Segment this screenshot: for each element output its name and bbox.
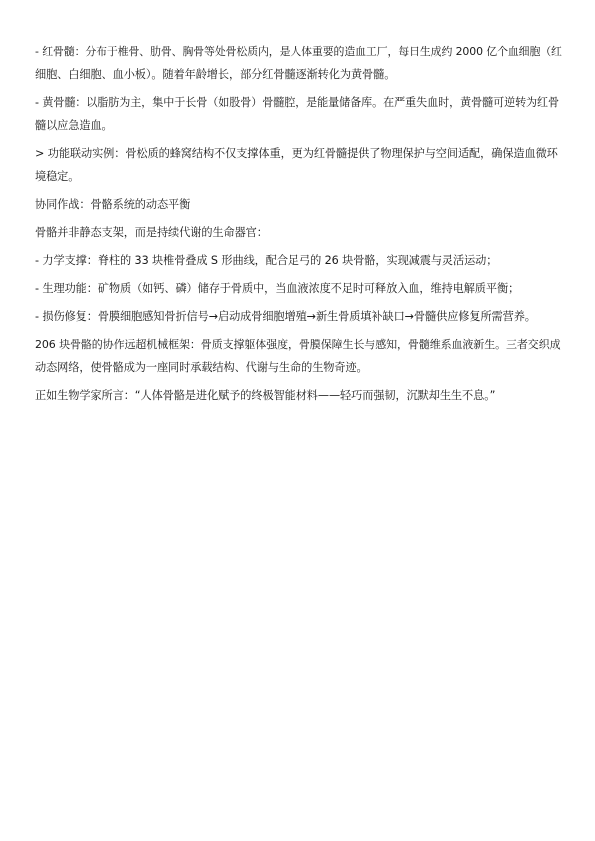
bullet-physiological — [35, 277, 563, 300]
red-marrow-paragraph — [35, 40, 563, 86]
linkage-example-line-1: > 功能联动实例：骨松质的蜂窝结构不仅支撑体重，更为红骨髓提供了物理保护与空间适配，确保造血微环 — [35, 147, 558, 160]
red-marrow-line-1: - 红骨髓：分布于椎骨、肋骨、胸骨等处骨松质内，是人体重要的造血工厂，每日生成约 2000 亿个血细胞（红 — [35, 45, 562, 58]
bullet-physiological-text: - 生理功能：矿物质（如钙、磷）储存于骨质中，当血液浓度不足时可释放入血，维持电解质平衡； — [35, 282, 520, 295]
linkage-example-line-2: 境稳定。 — [35, 170, 80, 183]
bullet-mechanical — [35, 249, 563, 272]
intro-text: 骨骼并非静态支架，而是持续代谢的生命器官： — [35, 226, 268, 239]
bullet-repair-text: - 损伤修复：骨膜细胞感知骨折信号→启动成骨细胞增殖→新生骨质填补缺口→骨髓供应修复所需营养。 — [35, 310, 536, 323]
linkage-example-paragraph — [35, 142, 563, 188]
summary-line-2: 动态网络，使骨骼成为一座同时承载结构、代谢与生命的生物奇迹。 — [35, 361, 368, 374]
yellow-marrow-line-1: - 黄骨髓：以脂肪为主，集中于长骨（如股骨）骨髓腔，是能量储备库。在严重失血时，黄骨髓可逆转为红骨 — [35, 96, 560, 109]
summary-paragraph — [35, 333, 563, 379]
bullet-repair — [35, 305, 563, 328]
intro-paragraph — [35, 221, 563, 244]
yellow-marrow-line-2: 髓以应急造血。 — [35, 119, 113, 132]
quote-paragraph — [35, 384, 563, 407]
document-page — [35, 40, 563, 412]
summary-line-1: 206 块骨骼的协作远超机械框架：骨质支撑躯体强度，骨膜保障生长与感知，骨髓维系血液新生。三者交织成 — [35, 338, 561, 351]
section-heading — [35, 193, 563, 216]
section-heading-text: 协同作战：骨骼系统的动态平衡 — [35, 198, 191, 211]
quote-text: 正如生物学家所言：“人体骨骼是进化赋予的终极智能材料——轻巧而强韧，沉默却生生不息。” — [35, 389, 496, 402]
bullet-mechanical-text: - 力学支撑：脊柱的 33 块椎骨叠成 S 形曲线，配合足弓的 26 块骨骼，实现减震与灵活运动； — [35, 254, 498, 267]
yellow-marrow-paragraph — [35, 91, 563, 137]
red-marrow-line-2: 细胞、白细胞、血小板）。随着年龄增长，部分红骨髓逐渐转化为黄骨髓。 — [35, 68, 396, 81]
